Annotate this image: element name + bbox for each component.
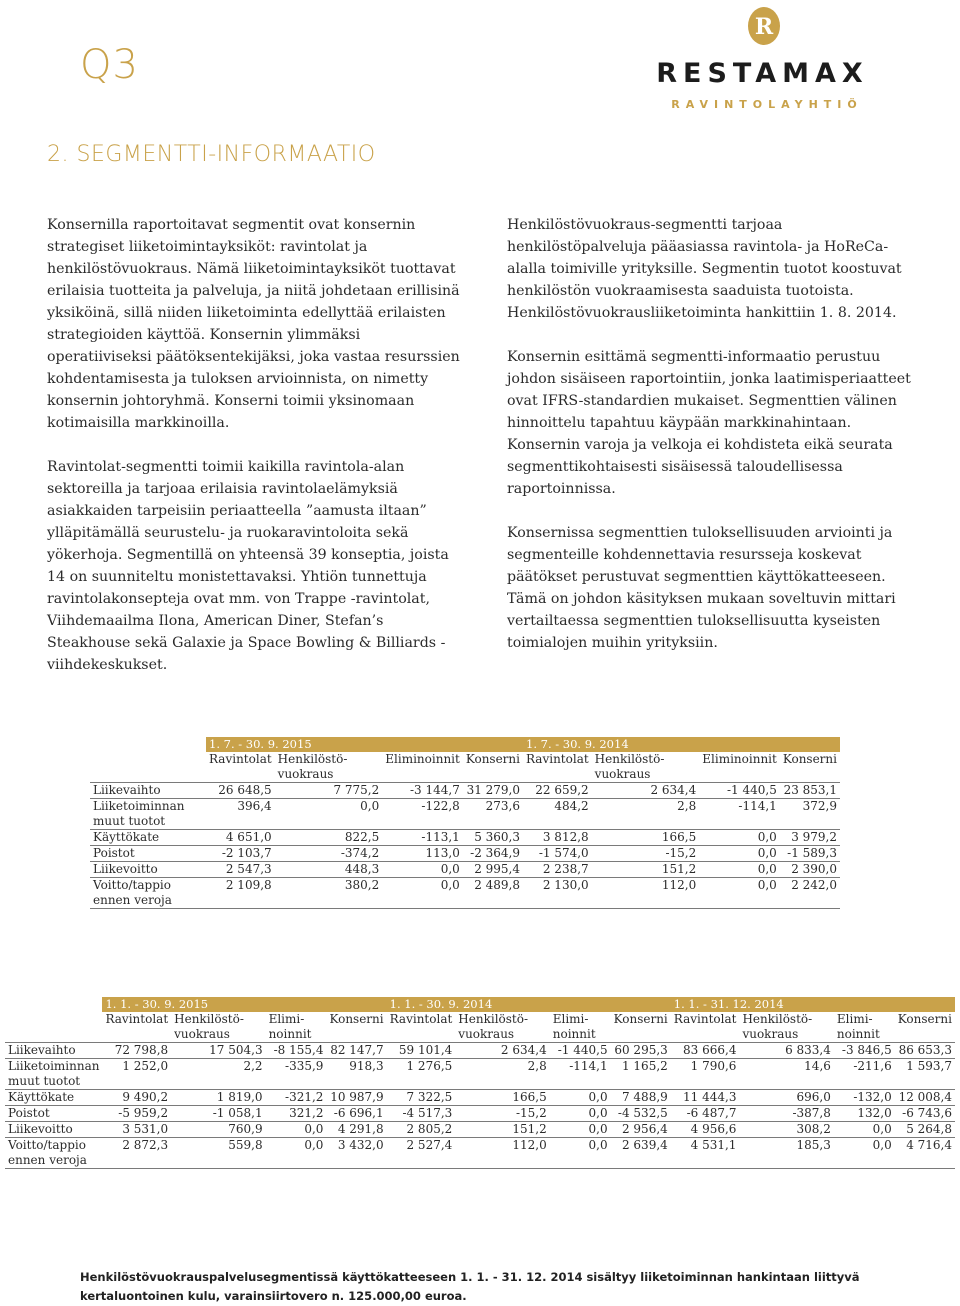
table-cell: -4 517,3	[387, 1106, 456, 1122]
table-cell: -3 144,7	[382, 783, 463, 799]
table-cell: 60 295,3	[611, 1043, 671, 1059]
restamax-logo	[655, 6, 870, 116]
column-header: Henkilöstö-vuokraus	[739, 1012, 833, 1043]
corner-cell	[5, 1012, 102, 1043]
table-cell: 151,2	[455, 1122, 549, 1138]
table-cell: -2 103,7	[206, 846, 275, 862]
table-cell: 3 432,0	[326, 1138, 386, 1169]
table-cell: 7 775,2	[275, 783, 383, 799]
period-label: 1. 7. - 30. 9. 2014	[523, 737, 840, 752]
table-cell: -1 574,0	[523, 846, 592, 862]
column-header: Ravintolat	[206, 752, 275, 783]
row-label: Liiketoiminnan muut tuotot	[5, 1059, 102, 1090]
column-header: Konserni	[326, 1012, 386, 1043]
table-cell: 484,2	[523, 799, 592, 830]
table-cell: 2 634,4	[455, 1043, 549, 1059]
table-cell: -374,2	[275, 846, 383, 862]
column-header: Henkilöstö-vuokraus	[592, 752, 700, 783]
table-cell: -132,0	[834, 1090, 895, 1106]
table-cell: 0,0	[699, 846, 780, 862]
column-header: Konserni	[780, 752, 840, 783]
table-cell: 3 531,0	[102, 1122, 171, 1138]
table-cell: -1 440,5	[550, 1043, 611, 1059]
paragraph: Konsernin esittämä segmentti-informaatio perustuu johdon sisäiseen raportointiin, jonka laatimisperiaatteet ovat IFRS-standardien mukaiset. Segmenttien välinen hinnoittelu tapahtuu käypään markkinahintaan. Konsernin varoja ja velkoja ei kohdisteta eikä seurata segmenttikohtaisesti sisäisessä taloudellisessa raportoinnissa.	[507, 349, 911, 497]
table-cell: 0,0	[699, 862, 780, 878]
table-cell: 5 360,3	[463, 830, 523, 846]
table-cell: 0,0	[382, 862, 463, 878]
table-cell: 0,0	[699, 878, 780, 909]
table-cell: 0,0	[834, 1122, 895, 1138]
table-cell: 132,0	[834, 1106, 895, 1122]
table-cell: 760,9	[171, 1122, 265, 1138]
period-header-row	[5, 997, 955, 1012]
table-cell: 2,8	[592, 799, 700, 830]
table-cell: -1 058,1	[171, 1106, 265, 1122]
column-header-row	[5, 1012, 955, 1043]
column-header: Ravintolat	[387, 1012, 456, 1043]
table-row	[90, 783, 840, 799]
table-cell: -114,1	[550, 1059, 611, 1090]
table-cell: 17 504,3	[171, 1043, 265, 1059]
table-cell: 918,3	[326, 1059, 386, 1090]
column-header: Henkilöstö-vuokraus	[171, 1012, 265, 1043]
table-cell: 696,0	[739, 1090, 833, 1106]
row-label: Poistot	[5, 1106, 102, 1122]
column-header: Ravintolat	[102, 1012, 171, 1043]
brand-tagline: RAVINTOLAYHTIÖ	[671, 98, 863, 111]
table-cell: 1 593,7	[895, 1059, 955, 1090]
table-cell: 4 651,0	[206, 830, 275, 846]
logo-r-emblem-icon	[747, 6, 781, 46]
table-row	[90, 799, 840, 830]
table-cell: 26 648,5	[206, 783, 275, 799]
table-cell: -211,6	[834, 1059, 895, 1090]
table-cell: 86 653,3	[895, 1043, 955, 1059]
year-to-date-segment-table	[5, 997, 955, 1169]
table-cell: 2 995,4	[463, 862, 523, 878]
table-row	[5, 1122, 955, 1138]
period-label: 1. 7. - 30. 9. 2015	[206, 737, 523, 752]
quarterly-segment-table	[90, 737, 840, 909]
row-label: Käyttökate	[5, 1090, 102, 1106]
table-cell: 10 987,9	[326, 1090, 386, 1106]
table-cell: 5 264,8	[895, 1122, 955, 1138]
table-cell: 6 833,4	[739, 1043, 833, 1059]
table-cell: -15,2	[592, 846, 700, 862]
table-cell: 112,0	[455, 1138, 549, 1169]
table-cell: 83 666,4	[671, 1043, 740, 1059]
paragraph: Henkilöstövuokraus-segmentti tarjoaa henkilöstöpalveluja pääasiassa ravintola- ja HoReCa-alalla toimiville yrityksille. Segmentin tuotot koostuvat henkilöstön vuokraamisesta saaduista tuotoista. Henkilöstövuokrausliiketoiminta hankittiin 1. 8. 2014.	[507, 217, 902, 321]
paragraph: Konsernilla raportoitavat segmentit ovat konsernin strategiset liiketoimintayksiköt: ravintolat ja henkilöstövuokraus. Nämä liiketoimintayksiköt tuottavat erilaisia tuotteita ja palveluja, ja niitä johdetaan erillisinä yksiköinä, sillä niiden liiketoiminta edellyttää erilaisten strategioiden käyttöä. Konsernin ylimmäksi operatiiviseksi päätöksentekijäksi, joka vastaa resurssien kohdentamisesta ja tuloksen arvioinnista, on nimetty konsernin johtoryhmä. Konserni toimii yksinomaan kotimaisilla markkinoilla.	[47, 217, 460, 431]
table-cell: 2 109,8	[206, 878, 275, 909]
left-column	[47, 214, 467, 698]
table-cell: -6 487,7	[671, 1106, 740, 1122]
table-cell: 2 805,2	[387, 1122, 456, 1138]
table-cell: -321,2	[266, 1090, 327, 1106]
right-column	[507, 214, 919, 676]
row-label: Poistot	[90, 846, 206, 862]
table-cell: 31 279,0	[463, 783, 523, 799]
table-cell: 3 979,2	[780, 830, 840, 846]
table-cell: 321,2	[266, 1106, 327, 1122]
table-cell: 14,6	[739, 1059, 833, 1090]
table-row	[5, 1059, 955, 1090]
table-row	[90, 878, 840, 909]
column-header: Eliminoinnit	[699, 752, 780, 783]
table-cell: 0,0	[550, 1138, 611, 1169]
table-cell: 1 819,0	[171, 1090, 265, 1106]
table-cell: 185,3	[739, 1138, 833, 1169]
table-cell: 72 798,8	[102, 1043, 171, 1059]
quarter-label: Q3	[80, 42, 139, 88]
table-cell: -335,9	[266, 1059, 327, 1090]
column-header: Konserni	[463, 752, 523, 783]
column-header: Henkilöstö-vuokraus	[455, 1012, 549, 1043]
section-title: 2. SEGMENTTI-INFORMAATIO	[47, 142, 376, 167]
paragraph: Ravintolat-segmentti toimii kaikilla ravintola-alan sektoreilla ja tarjoaa erilaisia ravintolaelämyksiä asiakkaiden tarpeisiin periaatteella ”aamusta iltaan” ylläpitämällä seurustelu- ja ruokaravintoloita sekä yökerhoja. Segmentillä on yhteensä 39 konseptia, joista 14 on suunniteltu monistettavaksi. Yhtiön tunnettuja ravintolakonsepteja ovat mm. von Trappe -ravintolat, Viihdemaailma Ilona, American Diner, Stefan’s Steakhouse sekä Galaxie ja Space Bowling & Billiards -viihdekeskukset.	[47, 459, 449, 673]
column-header-row	[90, 752, 840, 783]
table-cell: 396,4	[206, 799, 275, 830]
table-cell: 12 008,4	[895, 1090, 955, 1106]
table-cell: 2 242,0	[780, 878, 840, 909]
table-cell: 4 716,4	[895, 1138, 955, 1169]
table-cell: 380,2	[275, 878, 383, 909]
table-cell: 2 238,7	[523, 862, 592, 878]
row-label: Liikevaihto	[90, 783, 206, 799]
table-cell: -6 696,1	[326, 1106, 386, 1122]
table-cell: 448,3	[275, 862, 383, 878]
table-cell: 372,9	[780, 799, 840, 830]
table-cell: 2 527,4	[387, 1138, 456, 1169]
table-cell: 0,0	[275, 799, 383, 830]
table-cell: -8 155,4	[266, 1043, 327, 1059]
table-cell: 1 276,5	[387, 1059, 456, 1090]
column-header: Elimi-noinnit	[834, 1012, 895, 1043]
row-label: Voitto/tappio ennen veroja	[5, 1138, 102, 1169]
table-cell: 273,6	[463, 799, 523, 830]
table-cell: 0,0	[550, 1122, 611, 1138]
period-label: 1. 1. - 30. 9. 2015	[102, 997, 386, 1012]
column-header: Konserni	[611, 1012, 671, 1043]
column-header: Konserni	[895, 1012, 955, 1043]
corner-cell	[90, 752, 206, 783]
column-header: Ravintolat	[671, 1012, 740, 1043]
row-label: Liiketoiminnan muut tuotot	[90, 799, 206, 830]
table-cell: -1 589,3	[780, 846, 840, 862]
table-cell: 22 659,2	[523, 783, 592, 799]
table-cell: -387,8	[739, 1106, 833, 1122]
period-label: 1. 1. - 30. 9. 2014	[387, 997, 671, 1012]
table-cell: -4 532,5	[611, 1106, 671, 1122]
table-cell: 822,5	[275, 830, 383, 846]
table-row	[90, 862, 840, 878]
table-cell: 0,0	[550, 1090, 611, 1106]
table-cell: 0,0	[834, 1138, 895, 1169]
row-label: Voitto/tappio ennen veroja	[90, 878, 206, 909]
table-cell: -3 846,5	[834, 1043, 895, 1059]
table-row	[90, 830, 840, 846]
footnote: Henkilöstövuokrauspalvelusegmentissä käyttökatteeseen 1. 1. - 31. 12. 2014 sisältyy liiketoiminnan hankintaan liittyvä kertaluontoinen kulu, varainsiirtovero n. 125.000,00 euroa.	[80, 1270, 860, 1303]
table-cell: 559,8	[171, 1138, 265, 1169]
paragraph: Konsernissa segmenttien tuloksellisuuden arviointi ja segmenteille kohdennettavia resursseja koskevat päätökset perustuvat segmenttien käyttökatteeseen. Tämä on johdon käsityksen mukaan soveltuvin mittari vertailtaessa segmenttien tuloksellisuutta kyseisten toimialojen muihin yrityksiin.	[507, 525, 896, 651]
logo-letter: R	[754, 14, 774, 40]
table-cell: -15,2	[455, 1106, 549, 1122]
table-cell: 2 390,0	[780, 862, 840, 878]
table-cell: 308,2	[739, 1122, 833, 1138]
table-cell: -1 440,5	[699, 783, 780, 799]
table-cell: 11 444,3	[671, 1090, 740, 1106]
column-header: Elimi-noinnit	[266, 1012, 327, 1043]
table-cell: 2,2	[171, 1059, 265, 1090]
table-cell: -122,8	[382, 799, 463, 830]
table-cell: 3 812,8	[523, 830, 592, 846]
table-cell: 2 872,3	[102, 1138, 171, 1169]
table-cell: 7 322,5	[387, 1090, 456, 1106]
table-cell: 0,0	[699, 830, 780, 846]
table-cell: 1 252,0	[102, 1059, 171, 1090]
table-cell: 1 790,6	[671, 1059, 740, 1090]
table-cell: 2,8	[455, 1059, 549, 1090]
table-row	[5, 1106, 955, 1122]
period-header-row	[90, 737, 840, 752]
table-cell: 0,0	[382, 878, 463, 909]
table-cell: 2 634,4	[592, 783, 700, 799]
table-cell: 166,5	[455, 1090, 549, 1106]
table-cell: -5 959,2	[102, 1106, 171, 1122]
table-cell: 0,0	[266, 1122, 327, 1138]
row-label: Liikevaihto	[5, 1043, 102, 1059]
table-cell: 112,0	[592, 878, 700, 909]
table-cell: 82 147,7	[326, 1043, 386, 1059]
table-cell: 4 956,6	[671, 1122, 740, 1138]
table-cell: -114,1	[699, 799, 780, 830]
column-header: Ravintolat	[523, 752, 592, 783]
table-row	[5, 1138, 955, 1169]
column-header: Henkilöstö-vuokraus	[275, 752, 383, 783]
table-cell: 4 531,1	[671, 1138, 740, 1169]
period-label: 1. 1. - 31. 12. 2014	[671, 997, 955, 1012]
brand-name: RESTAMAX	[656, 58, 869, 89]
table-cell: 2 489,8	[463, 878, 523, 909]
table-cell: 1 165,2	[611, 1059, 671, 1090]
table-cell: 0,0	[266, 1138, 327, 1169]
table-row	[90, 846, 840, 862]
row-label: Käyttökate	[90, 830, 206, 846]
table-cell: 2 547,3	[206, 862, 275, 878]
row-label: Liikevoitto	[90, 862, 206, 878]
corner-cell	[90, 737, 206, 752]
table-cell: 4 291,8	[326, 1122, 386, 1138]
column-header: Eliminoinnit	[382, 752, 463, 783]
table-cell: 23 853,1	[780, 783, 840, 799]
table-cell: 2 956,4	[611, 1122, 671, 1138]
table-cell: 151,2	[592, 862, 700, 878]
table-cell: 166,5	[592, 830, 700, 846]
table-cell: 9 490,2	[102, 1090, 171, 1106]
table-cell: -113,1	[382, 830, 463, 846]
row-label: Liikevoitto	[5, 1122, 102, 1138]
table-cell: 113,0	[382, 846, 463, 862]
table-cell: 59 101,4	[387, 1043, 456, 1059]
table-row	[5, 1090, 955, 1106]
table-cell: -6 743,6	[895, 1106, 955, 1122]
corner-cell	[5, 997, 102, 1012]
table-cell: 2 130,0	[523, 878, 592, 909]
table-cell: 0,0	[550, 1106, 611, 1122]
table-cell: 2 639,4	[611, 1138, 671, 1169]
table-row	[5, 1043, 955, 1059]
table-cell: -2 364,9	[463, 846, 523, 862]
table-cell: 7 488,9	[611, 1090, 671, 1106]
column-header: Elimi-noinnit	[550, 1012, 611, 1043]
